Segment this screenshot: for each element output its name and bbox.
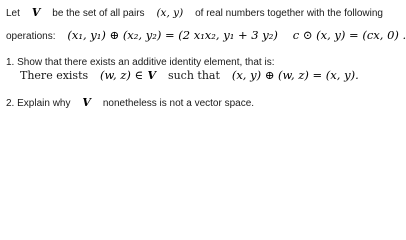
problem-text bbox=[0, 0, 406, 109]
text-operations: operations: bbox=[6, 31, 56, 42]
text-let: Let bbox=[6, 8, 20, 19]
element-wz: (w, z) ∈ bbox=[100, 68, 144, 82]
intro-line bbox=[6, 3, 383, 21]
text-set-of-pairs: be the set of all pairs bbox=[52, 8, 145, 19]
set-v: V bbox=[31, 6, 41, 19]
text-such-that: such that bbox=[167, 69, 220, 82]
operations-line bbox=[6, 26, 406, 44]
scalar-mult-definition: c ⊙ (x, y) = (cx, 0) . bbox=[292, 28, 406, 42]
identity-equation: (x, y) ⊕ (w, z) = (x, y). bbox=[231, 68, 359, 82]
task-1-text: 1. Show that there exists an additive identity element, that is: bbox=[6, 57, 275, 68]
identity-statement bbox=[20, 66, 359, 84]
task-2-text-end: nonetheless is not a vector space. bbox=[102, 98, 255, 109]
task-2-text: 2. Explain why bbox=[6, 98, 71, 109]
text-there-exists: There exists bbox=[20, 69, 89, 82]
set-v: V bbox=[147, 69, 157, 82]
addition-definition: (x₁, y₁) ⊕ (x₂, y₂) = (2 x₁x₂, y₁ + 3 y₂) bbox=[67, 28, 278, 42]
text-real-numbers: of real numbers together with the following bbox=[195, 8, 383, 19]
set-v: V bbox=[82, 96, 91, 109]
pair-xy: (x, y) bbox=[156, 7, 184, 19]
task-2-line bbox=[6, 93, 254, 111]
